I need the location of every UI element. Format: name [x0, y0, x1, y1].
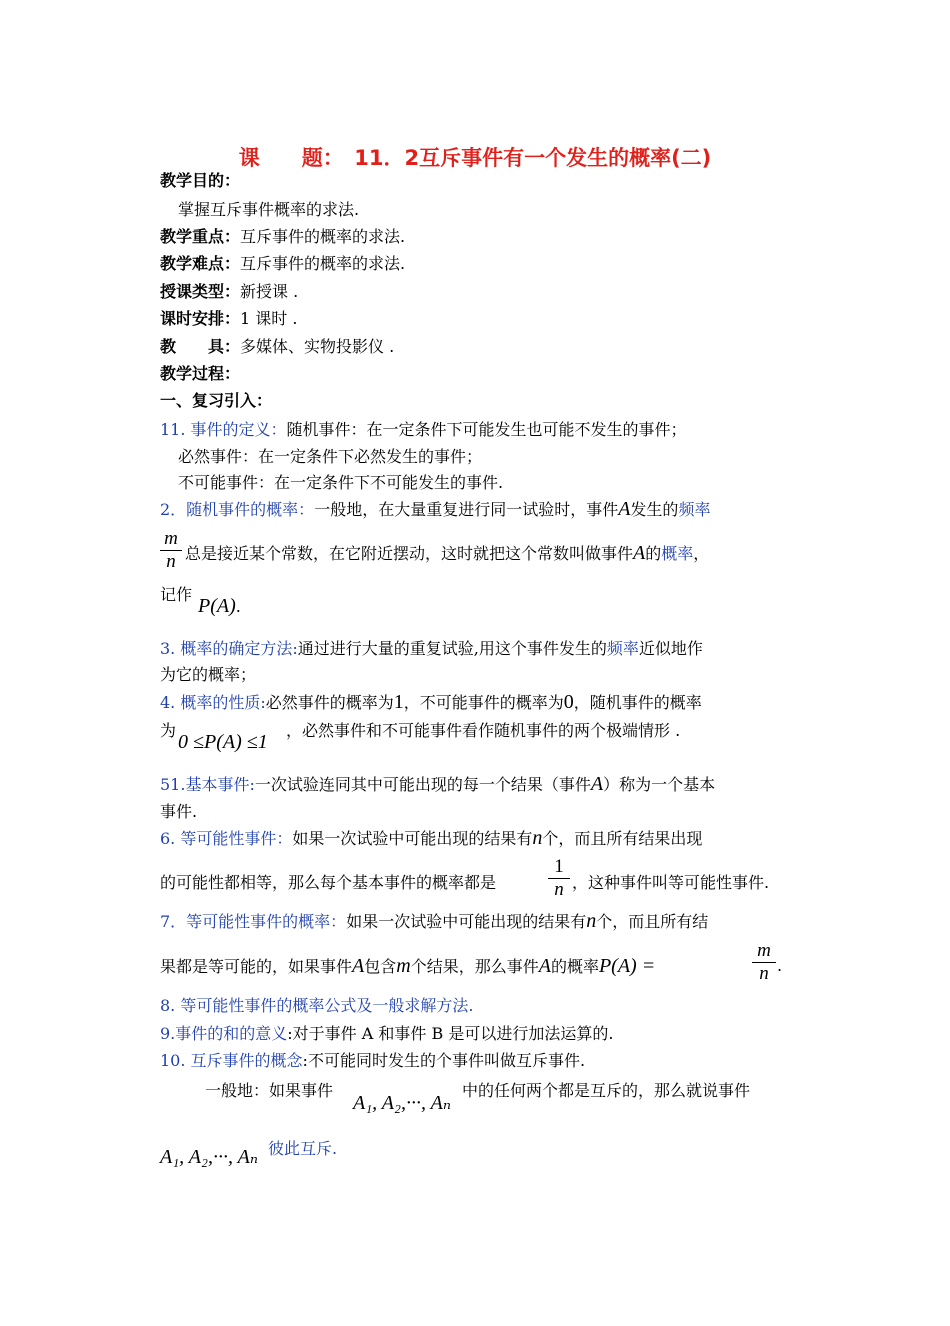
item-7-line-2-c: 个结果，那么事件	[410, 957, 539, 976]
item-2-line-3-text: 记作	[160, 585, 193, 604]
item-7-line-1	[160, 910, 708, 933]
item-3-line-1	[160, 638, 703, 660]
item-10-line	[160, 1050, 585, 1072]
fraction-1-over-n	[548, 856, 570, 901]
item-5-text-b: ）称为一个基本	[603, 775, 716, 794]
item-7-line-2-d: 的概率	[550, 957, 599, 976]
item-10-label: 10. 互斥事件的概念	[160, 1051, 303, 1070]
item-4-text-b: ，不可能事件的概率为	[403, 693, 564, 712]
item-7-text-b: 个，而且所有结	[596, 912, 709, 931]
item-1-line-3: 不可能事件：在一定条件下不可能发生的事件.	[178, 473, 504, 492]
value-one: 1	[393, 691, 404, 713]
item-2-frequency: 频率	[678, 500, 711, 519]
tools-text: 多媒体、实物投影仪 .	[240, 337, 395, 356]
item-4-line-2-suffix: ，必然事件和不可能事件看作随机事件的两个极端情形 .	[286, 721, 681, 740]
item-2-line-2-b: 的	[645, 544, 662, 563]
item-10-line-2-b: 中的任何两个都是互斥的，那么就说事件	[462, 1081, 751, 1100]
fraction-denominator: n	[160, 550, 182, 573]
item-9-line	[160, 1023, 613, 1045]
var-a: A	[618, 498, 631, 520]
item-2-line-2-c: ，	[693, 544, 710, 563]
process-heading: 教学过程：	[160, 364, 241, 383]
item-10-line-2-a: 一般地：如果事件	[205, 1081, 334, 1100]
event-sequence: A₁, A₂,···, Aₙ	[353, 1092, 451, 1114]
key-point-text: 互斥事件的概率的求法.	[240, 227, 406, 246]
item-7-line-2-b: 包含	[364, 957, 397, 976]
item-3-line-2: 为它的概率；	[160, 665, 257, 684]
key-point-line	[160, 226, 405, 248]
page-title: 课 题： 11．2互斥事件有一个发生的概率(二)	[238, 146, 712, 170]
item-2-label: 2．随机事件的概率：	[160, 500, 315, 519]
item-2-line-2	[185, 542, 709, 565]
item-6-label: 6. 等可能性事件：	[160, 829, 293, 848]
var-a: A	[352, 955, 365, 977]
difficulty-text: 互斥事件的概率的求法.	[240, 254, 406, 273]
item-4-inequality	[178, 731, 268, 754]
var-m: m	[396, 955, 411, 977]
item-5-text: 一次试验连同其中可能出现的每一个结果（事件	[254, 775, 591, 794]
item-4-text-a: 必然事件的概率为	[265, 693, 394, 712]
fraction-denominator: n	[752, 962, 776, 985]
item-7-line-2-a: 果都是等可能的，如果事件	[160, 957, 353, 976]
item-6-line-2-a: 的可能性都相等，那么每个基本事件的概率都是	[160, 873, 497, 892]
difficulty-line	[160, 253, 405, 275]
item-4-line-2-prefix	[160, 720, 176, 742]
item-7-label: 7．等可能性事件的概率：	[160, 912, 347, 931]
item-6-text-a: 如果一次试验中可能出现的结果有	[292, 829, 533, 848]
item-4-label: 4. 概率的性质:	[160, 693, 266, 712]
key-point-label: 教学重点：	[160, 227, 241, 246]
item-3-text-a: 通过进行大量的重复试验,用这个事件发生的	[297, 639, 607, 658]
tools-label: 教 具：	[160, 337, 241, 356]
item-5-line-1	[160, 773, 715, 796]
item-2-line-1	[160, 498, 710, 521]
probability-inequality: 0 ≤P(A) ≤1	[178, 731, 268, 753]
item-1-text: 随机事件：在一定条件下可能发生也可能不发生的事件；	[286, 420, 687, 439]
lesson-type-line	[160, 281, 298, 303]
item-4-line-2-a: 为	[160, 721, 177, 740]
var-n: n	[532, 827, 543, 849]
var-a: A	[590, 773, 604, 795]
tools-line	[160, 336, 394, 358]
item-1-label: 11. 事件的定义：	[160, 420, 287, 439]
var-n: n	[586, 910, 597, 932]
objective-text: 掌握互斥事件概率的求法.	[178, 200, 360, 219]
item-10-line-3	[268, 1138, 337, 1160]
pa-expression: P(A)	[198, 595, 236, 617]
item-5-label: 51.基本事件:	[160, 775, 255, 794]
mutually-exclusive-text: 彼此互斥.	[268, 1139, 338, 1158]
item-8-line: 8. 等可能性事件的概率公式及一般求解方法.	[160, 996, 474, 1015]
var-a: A	[633, 542, 646, 564]
item-4-line-1	[160, 691, 702, 714]
item-7-dot: .	[777, 956, 783, 975]
item-5-line-2: 事件.	[160, 802, 198, 821]
item-2-text-b: 发生的	[630, 500, 679, 519]
schedule-text: 1 课时 .	[240, 309, 298, 328]
item-3-frequency: 频率	[606, 639, 639, 658]
item-6-line-1	[160, 827, 702, 850]
item-2-line-2-a: 总是接近某个常数，在它附近摆动，这时就把这个常数叫做事件	[185, 544, 634, 563]
schedule-line	[160, 308, 297, 330]
fraction-numerator: 1	[554, 856, 564, 877]
item-2-probability: 概率	[661, 544, 694, 563]
event-sequence: A₁, A₂,···, Aₙ	[160, 1146, 258, 1168]
item-7-line-2	[160, 955, 655, 978]
item-7-text-a: 如果一次试验中可能出现的结果有	[346, 912, 587, 931]
event-sequence-2	[160, 1146, 258, 1169]
fraction-numerator: m	[757, 940, 771, 961]
item-10-text: :不可能同时发生的个事件叫做互斥事件.	[302, 1051, 586, 1070]
item-9-label: 9.事件的和的意义	[160, 1024, 288, 1043]
var-a: A	[538, 955, 551, 977]
lesson-type-label: 授课类型：	[160, 282, 241, 301]
item-9-text: :对于事件 A 和事件 B 是可以进行加法运算的.	[287, 1024, 614, 1043]
difficulty-label: 教学难点：	[160, 254, 241, 273]
value-zero: 0	[563, 691, 574, 713]
schedule-label: 课时安排：	[160, 309, 241, 328]
item-4-text-c: ，随机事件的概率	[573, 693, 702, 712]
item-6-line-2-b: ，这种事件叫等可能性事件.	[572, 873, 770, 892]
item-2-line-3	[160, 584, 192, 606]
item-6-text-b: 个，而且所有结果出现	[542, 829, 703, 848]
fraction-m-over-n-2	[752, 940, 776, 985]
lesson-type-text: 新授课 .	[240, 282, 299, 301]
section1-heading: 一、复习引入：	[160, 391, 273, 410]
item-2-text-a: 一般地，在大量重复进行同一试验时，事件	[314, 500, 619, 519]
item-1-line-1	[160, 419, 687, 441]
fraction-numerator: m	[164, 528, 178, 549]
item-2-dot: .	[235, 597, 241, 616]
fraction-denominator: n	[548, 878, 570, 901]
fraction-m-over-n	[160, 528, 182, 573]
item-3-text-b: 近似地作	[638, 639, 703, 658]
pa-equals: P(A) =	[598, 955, 656, 977]
event-sequence-1	[353, 1092, 451, 1115]
item-3-label: 3. 概率的确定方法:	[160, 639, 298, 658]
item-2-pa	[198, 595, 241, 618]
item-1-line-2: 必然事件：在一定条件下必然发生的事件；	[178, 447, 483, 466]
objective-heading: 教学目的：	[160, 171, 241, 190]
